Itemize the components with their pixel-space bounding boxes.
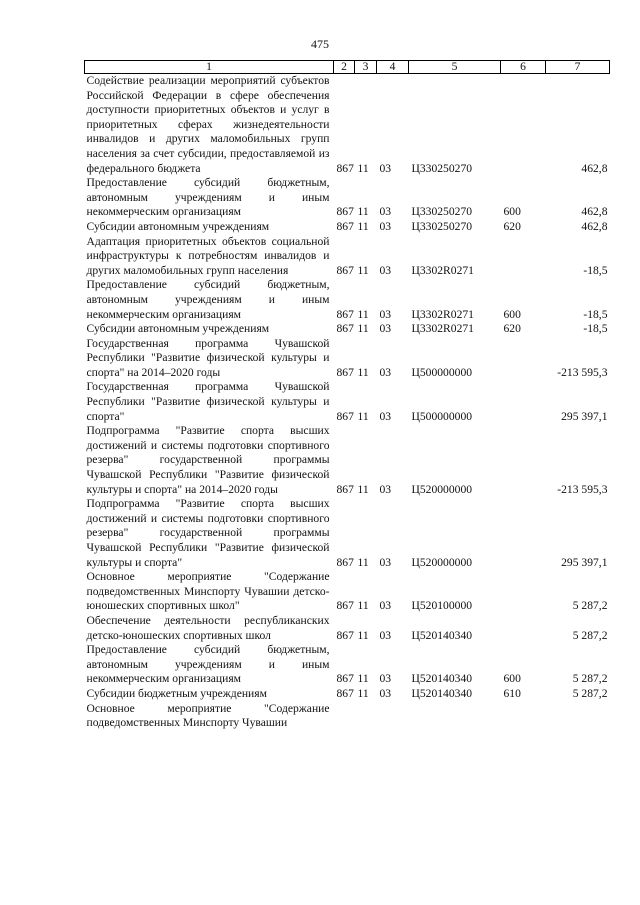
row-section: 11 xyxy=(357,555,369,569)
row-name: Субсидии бюджетным учреждениям xyxy=(86,686,267,700)
row-amount: -18,5 xyxy=(583,263,608,277)
table-row xyxy=(85,337,610,381)
row-section: 11 xyxy=(357,365,369,379)
row-ministry: 867 xyxy=(336,599,354,613)
row-target: Ц3302R0271 xyxy=(411,322,474,336)
row-ministry: 867 xyxy=(336,205,354,219)
row-expense-type: 600 xyxy=(503,307,521,321)
row-target: Ц330250270 xyxy=(411,161,473,175)
header-col-2: 2 xyxy=(334,61,355,74)
row-amount: 462,8 xyxy=(581,205,608,219)
row-section: 11 xyxy=(357,599,369,613)
table-row xyxy=(85,497,610,570)
row-amount: 5 287,2 xyxy=(572,628,608,642)
row-name: Субсидии автономным учреждениям xyxy=(86,219,270,233)
row-section xyxy=(355,702,377,731)
header-col-4: 4 xyxy=(377,61,409,74)
row-expense-type xyxy=(501,702,546,731)
row-name: Содействие реализации мероприятий субъектов Российской Федерации в сфере обеспечения доступности приоритетных объектов и услуг в приоритетных сферах жизнедеятельности инвалидов и других маломобильных групп населения за счет субсидии, предоставляемой из федерального бюджета xyxy=(86,74,330,175)
row-amount: 295 397,1 xyxy=(561,409,608,423)
table-row xyxy=(85,643,610,687)
table-row xyxy=(85,687,610,702)
row-subsection: 03 xyxy=(379,686,392,700)
row-target: Ц520000000 xyxy=(411,482,473,496)
row-ministry: 867 xyxy=(336,263,354,277)
row-ministry: 867 xyxy=(336,555,354,569)
row-ministry: 867 xyxy=(336,482,354,496)
row-target: Ц520140340 xyxy=(411,628,473,642)
header-col-6: 6 xyxy=(501,61,546,74)
row-target: Ц500000000 xyxy=(411,365,473,379)
row-target: Ц520100000 xyxy=(411,599,473,613)
page-number: 475 xyxy=(311,37,329,51)
row-name: Основное мероприятие "Содержание подведомственных Минспорту Чувашии xyxy=(86,701,330,730)
row-target: Ц520000000 xyxy=(411,555,473,569)
row-expense-type xyxy=(501,424,546,497)
budget-table xyxy=(84,60,610,731)
table-row xyxy=(85,235,610,279)
row-name: Предоставление субсидий бюджетным, автономным учреждениям и иным некоммерческим организациям xyxy=(86,278,330,321)
row-subsection: 03 xyxy=(379,161,392,175)
row-amount: 5 287,2 xyxy=(572,686,608,700)
row-ministry: 867 xyxy=(336,365,354,379)
row-name: Предоставление субсидий бюджетным, автономным учреждениям и иным некоммерческим организациям xyxy=(86,176,330,219)
row-amount: -213 595,3 xyxy=(557,365,608,379)
row-expense-type xyxy=(501,74,546,177)
row-name: Субсидии автономным учреждениям xyxy=(86,322,270,336)
row-subsection: 03 xyxy=(379,219,392,233)
row-subsection: 03 xyxy=(379,599,392,613)
row-amount: -18,5 xyxy=(583,322,608,336)
row-subsection: 03 xyxy=(379,322,392,336)
header-col-3: 3 xyxy=(355,61,377,74)
row-amount: -213 595,3 xyxy=(557,482,608,496)
row-section: 11 xyxy=(357,686,369,700)
row-expense-type xyxy=(501,380,546,424)
row-amount: 462,8 xyxy=(581,219,608,233)
row-expense-type xyxy=(501,570,546,614)
row-expense-type: 600 xyxy=(503,205,521,219)
row-section: 11 xyxy=(357,672,369,686)
row-subsection: 03 xyxy=(379,409,392,423)
row-ministry: 867 xyxy=(336,322,354,336)
row-section: 11 xyxy=(357,628,369,642)
row-subsection: 03 xyxy=(379,482,392,496)
row-ministry: 867 xyxy=(336,409,354,423)
row-subsection xyxy=(377,702,409,731)
row-name: Государственная программа Чувашской Республики "Развитие физической культуры и спорта" xyxy=(86,380,330,423)
row-amount: 295 397,1 xyxy=(561,555,608,569)
row-name: Основное мероприятие "Содержание подведомственных Минспорту Чувашии детско-юношеских спортивных школ" xyxy=(86,570,330,613)
header-col-5: 5 xyxy=(409,61,501,74)
table-row xyxy=(85,570,610,614)
row-target xyxy=(409,702,501,731)
row-expense-type xyxy=(501,614,546,643)
row-name: Адаптация приоритетных объектов социальной инфраструктуры к потребностям инвалидов и других маломобильных групп населения xyxy=(86,234,330,277)
row-subsection: 03 xyxy=(379,672,392,686)
row-ministry: 867 xyxy=(336,672,354,686)
row-section: 11 xyxy=(357,161,369,175)
row-section: 11 xyxy=(357,263,369,277)
table-row xyxy=(85,176,610,220)
row-target: Ц520140340 xyxy=(411,686,473,700)
row-amount: -18,5 xyxy=(583,307,608,321)
table-row xyxy=(85,380,610,424)
row-amount: 462,8 xyxy=(581,161,608,175)
row-section: 11 xyxy=(357,482,369,496)
row-ministry: 867 xyxy=(336,161,354,175)
header-col-7: 7 xyxy=(546,61,610,74)
table-row xyxy=(85,278,610,322)
row-expense-type: 600 xyxy=(503,672,521,686)
row-amount: 5 287,2 xyxy=(572,672,608,686)
row-subsection: 03 xyxy=(379,205,392,219)
row-expense-type: 620 xyxy=(503,219,521,233)
row-section: 11 xyxy=(357,205,369,219)
row-ministry: 867 xyxy=(336,307,354,321)
row-target: Ц520140340 xyxy=(411,672,473,686)
table-row xyxy=(85,614,610,643)
table-row xyxy=(85,74,610,177)
row-ministry: 867 xyxy=(336,686,354,700)
row-expense-type: 620 xyxy=(503,322,521,336)
table-row xyxy=(85,220,610,235)
row-section: 11 xyxy=(357,409,369,423)
row-subsection: 03 xyxy=(379,628,392,642)
row-name: Предоставление субсидий бюджетным, автономным учреждениям и иным некоммерческим организациям xyxy=(86,643,330,686)
row-expense-type xyxy=(501,235,546,279)
row-section: 11 xyxy=(357,322,369,336)
row-amount xyxy=(546,702,610,731)
header-row xyxy=(85,61,610,74)
row-ministry: 867 xyxy=(336,219,354,233)
row-name: Государственная программа Чувашской Республики "Развитие физической культуры и спорта" на 2014–2020 годы xyxy=(86,336,330,379)
row-ministry xyxy=(334,702,355,731)
row-subsection: 03 xyxy=(379,555,392,569)
row-target: Ц3302R0271 xyxy=(411,307,474,321)
table-row xyxy=(85,424,610,497)
row-expense-type: 610 xyxy=(503,686,521,700)
row-name: Подпрограмма "Развитие спорта высших достижений и системы подготовки спортивного резерва" государственной программы Чувашской Республики "Развитие физической культуры и спорта" xyxy=(86,497,330,569)
row-ministry: 867 xyxy=(336,628,354,642)
row-subsection: 03 xyxy=(379,365,392,379)
table-row xyxy=(85,322,610,337)
row-name: Обеспечение деятельности республиканских детско-юношеских спортивных школ xyxy=(86,613,330,642)
row-target: Ц3302R0271 xyxy=(411,263,474,277)
row-name: Подпрограмма "Развитие спорта высших достижений и системы подготовки спортивного резерва" государственной программы Чувашской Республики "Развитие физической культуры и спорта" на 2014–2020 годы xyxy=(86,424,330,496)
row-subsection: 03 xyxy=(379,263,392,277)
row-section: 11 xyxy=(357,219,369,233)
row-section: 11 xyxy=(357,307,369,321)
header-col-1: 1 xyxy=(85,61,334,74)
row-target: Ц500000000 xyxy=(411,409,473,423)
row-amount: 5 287,2 xyxy=(572,599,608,613)
row-target: Ц330250270 xyxy=(411,219,473,233)
row-expense-type xyxy=(501,497,546,570)
table-row xyxy=(85,702,610,731)
row-expense-type xyxy=(501,337,546,381)
row-target: Ц330250270 xyxy=(411,205,473,219)
row-subsection: 03 xyxy=(379,307,392,321)
